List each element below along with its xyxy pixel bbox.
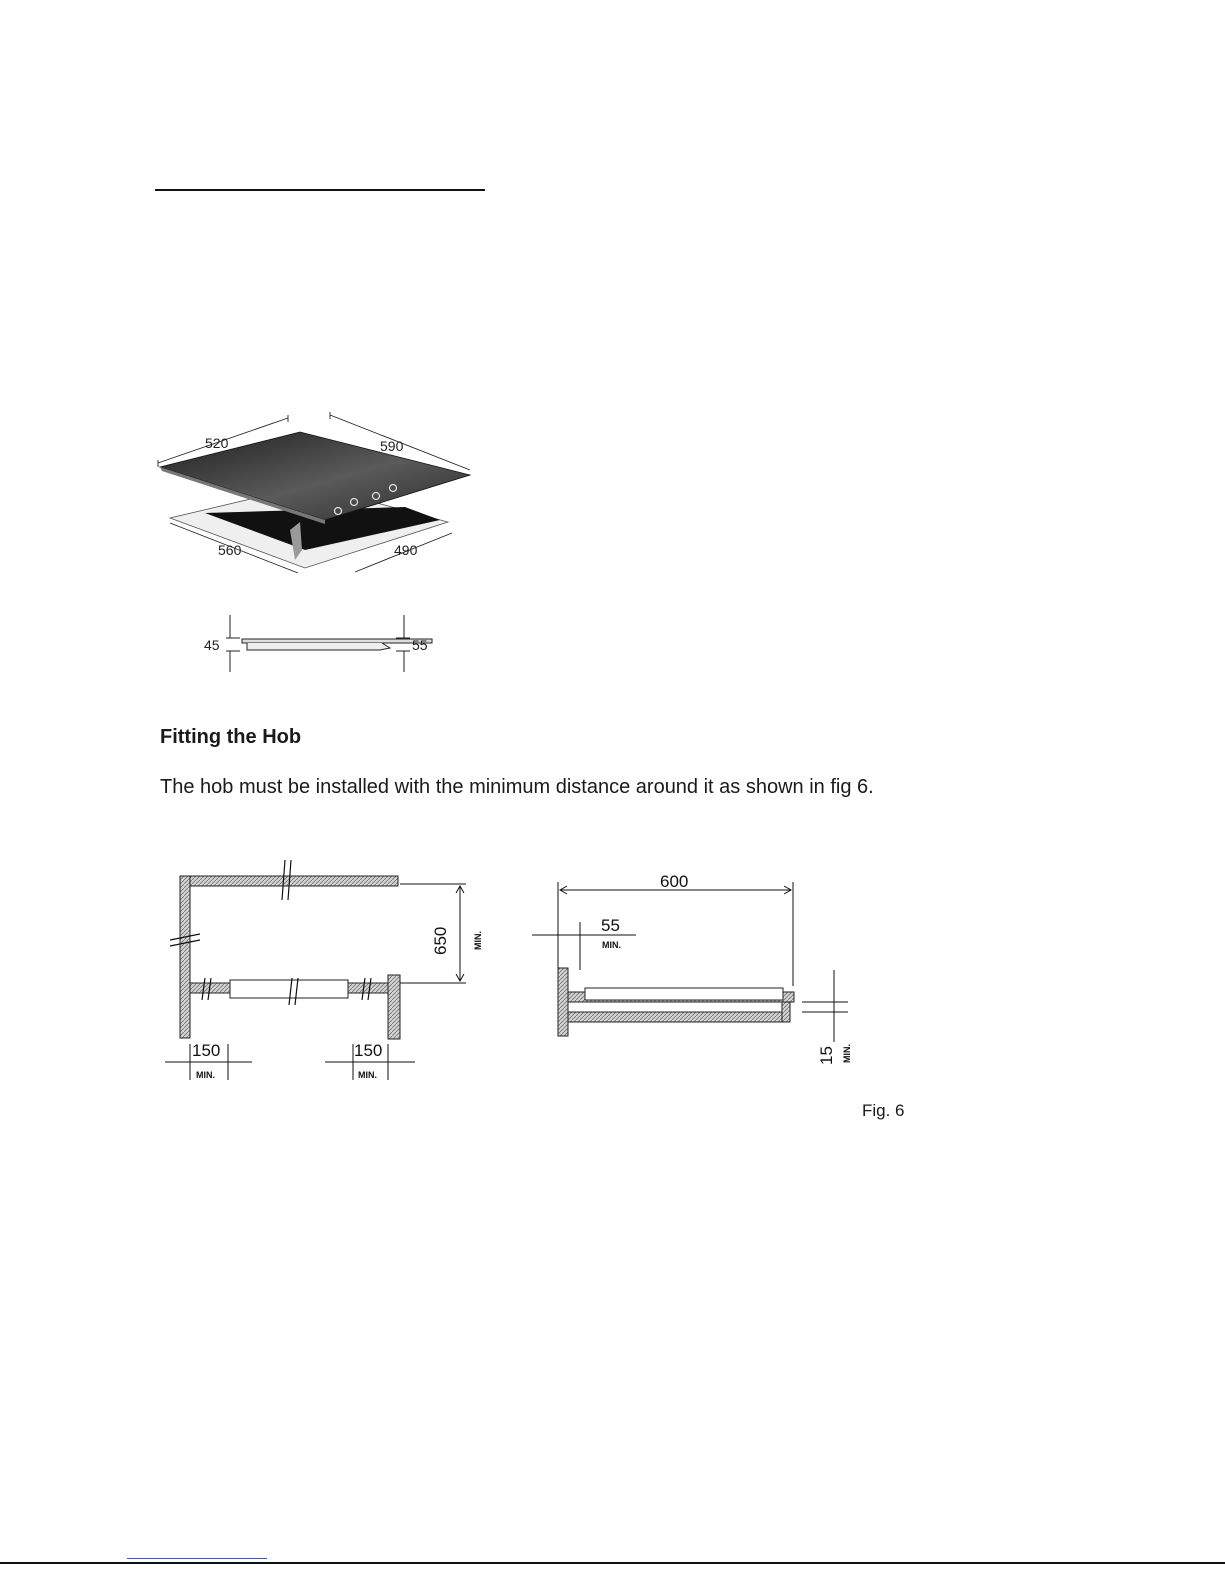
dim-600: 600 [660, 872, 689, 891]
section-heading: Fitting the Hob [160, 726, 302, 748]
dim-55-rear: 55 [601, 916, 620, 935]
dim-150-right: 150 [354, 1041, 383, 1060]
min-label-15: MIN. [842, 1044, 852, 1063]
dim-150-left: 150 [192, 1041, 221, 1060]
hob-dimension-drawing [150, 410, 480, 685]
section-body-text: The hob must be installed with the minimum distance around it as shown in fig 6. [160, 776, 874, 798]
dim-15: 15 [817, 1046, 836, 1065]
dim-560: 560 [218, 542, 242, 558]
min-label-right: MIN. [358, 1070, 377, 1080]
right-cabinet-wall [388, 975, 400, 1039]
shelf-below [568, 1012, 786, 1022]
page-footer-rule [0, 1562, 1225, 1564]
dim-590: 590 [380, 438, 404, 454]
figure-caption: Fig. 6 [862, 1101, 905, 1120]
dim-45: 45 [204, 637, 220, 653]
dim-650: 650 [431, 926, 450, 955]
installation-clearance-figure [160, 860, 860, 1085]
side-wall [180, 876, 190, 1038]
min-label-rear: MIN. [602, 940, 621, 950]
min-label-650: MIN. [473, 931, 483, 950]
rear-wall [558, 968, 568, 1036]
front-lip [782, 1002, 790, 1022]
hob-side-view [585, 988, 783, 1000]
hob-in-worktop [230, 980, 348, 998]
hob-side-elevation [226, 615, 432, 672]
min-label-left: MIN. [196, 1070, 215, 1080]
dim-55: 55 [412, 637, 428, 653]
dim-490: 490 [394, 542, 418, 558]
footer-link-underline [127, 1558, 267, 1559]
title-underline [155, 189, 485, 191]
dim-520: 520 [205, 435, 229, 451]
